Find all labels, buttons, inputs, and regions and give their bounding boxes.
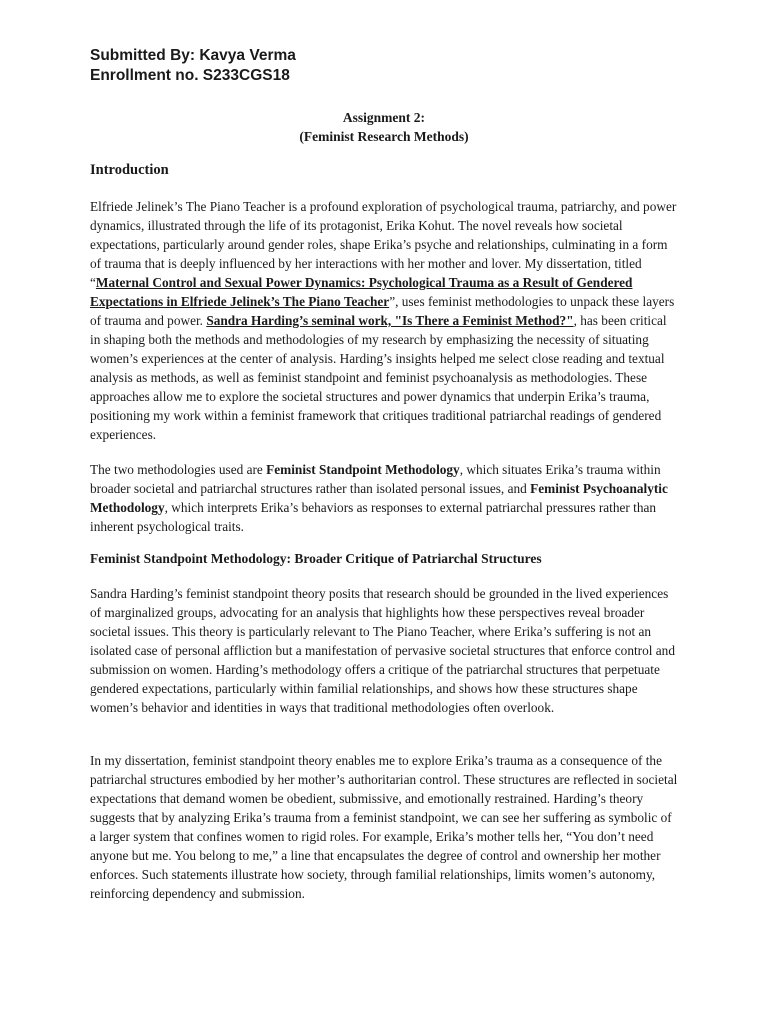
standpoint-text-2: In my dissertation, feminist standpoint theory enables me to explore Erika’s trauma as a consequence of the patriarchal structures embodied by her mother’s authoritarian control. These structures are reflected in societal expectations that demand women be obedient, submissive, and emotionally restrained. Harding’s theory suggests that by analyzing Erika’s trauma from a feminist standpoint, we can see her suffering as symbolic of a larger system that confines women to rigid roles. For example, Erika’s mother tells her, “You don’t need anyone but me. You belong to me,” a line that encapsulates the degree of control and ownership her mother enforces. Such statements illustrate how society, through familial relationships, limits women’s autonomy, reinforcing dependency and submission. bbox=[90, 753, 678, 901]
standpoint-text-1: Sandra Harding’s feminist standpoint theory posits that research should be grounded in the lived experiences of marginalized groups, advocating for an analysis that highlights how these perspectives reveal broader societal issues. This theory is particularly relevant to The Piano Teacher, where Erika’s suffering is not an isolated case of personal affliction but a manifestation of pervasive societal structures that enforce control and submission on women. Harding’s methodology offers a critique of the patriarchal structures that perpetuate gendered expectations, particularly within familial relationships, and shows how these structures shape women’s behavior and identities in ways that traditional methodologies often overlook. bbox=[90, 586, 675, 715]
introduction-paragraph bbox=[90, 197, 678, 444]
standpoint-methodology-term: Feminist Standpoint Methodology bbox=[266, 462, 460, 477]
psychoanalytic-methodology-term: Feminist Psychoanalytic Methodology bbox=[90, 481, 668, 515]
assignment-title bbox=[0, 108, 768, 146]
enrollment-number: Enrollment no. S233CGS18 bbox=[90, 67, 290, 84]
standpoint-paragraph-2 bbox=[90, 751, 678, 903]
intro-text-3: , has been critical in shaping both the methods and methodologies of my research by emphasizing the necessity of situating women’s experiences at the center of analysis. Harding’s insights helped me select close reading and textual analysis as methods, as well as feminist standpoint and feminist psychoanalysis as methodologies. These approaches allow me to explore the societal structures and power dynamics that underpin Erika’s trauma, positioning my work within a feminist framework that critiques traditional patriarchal readings of gendered experiences. bbox=[90, 313, 667, 442]
assignment-number: Assignment 2: bbox=[342, 110, 426, 125]
standpoint-paragraph-1 bbox=[90, 584, 678, 717]
submitted-by: Submitted By: Kavya Verma bbox=[90, 47, 296, 64]
submission-header bbox=[90, 46, 296, 86]
harding-reference: Sandra Harding’s seminal work, "Is There a Feminist Method?" bbox=[206, 313, 574, 328]
method-text-2: , which situates Erika’s trauma within broader societal and patriarchal structures rather than isolated personal issues, and bbox=[90, 462, 661, 496]
intro-text-2: ”, uses feminist methodologies to unpack these layers of trauma and power. bbox=[90, 294, 675, 328]
methodologies-paragraph bbox=[90, 460, 678, 536]
dissertation-title: Maternal Control and Sexual Power Dynamics: Psychological Trauma as a Result of Gendered Expectations in Elfriede Jelinek’s The Piano Teacher bbox=[90, 275, 633, 309]
assignment-subject: (Feminist Research Methods) bbox=[299, 129, 469, 144]
intro-text-1: Elfriede Jelinek’s The Piano Teacher is a profound exploration of psychological trauma, patriarchy, and power dynamics, illustrated through the life of its protagonist, Erika Kohut. The novel reveals how societal expectations, particularly around gender roles, shape Erika’s psyche and relationships, culminating in a form of trauma that is deeply influenced by her interactions with her mother and lover. My dissertation, titled “ bbox=[90, 199, 677, 290]
section-heading: Feminist Standpoint Methodology: Broader Critique of Patriarchal Structures bbox=[90, 551, 542, 566]
method-text-1: The two methodologies used are bbox=[90, 462, 267, 477]
introduction-heading: Introduction bbox=[90, 162, 169, 178]
method-text-3: , which interprets Erika’s behaviors as responses to external patriarchal pressures rather than inherent psychological traits. bbox=[90, 500, 657, 534]
